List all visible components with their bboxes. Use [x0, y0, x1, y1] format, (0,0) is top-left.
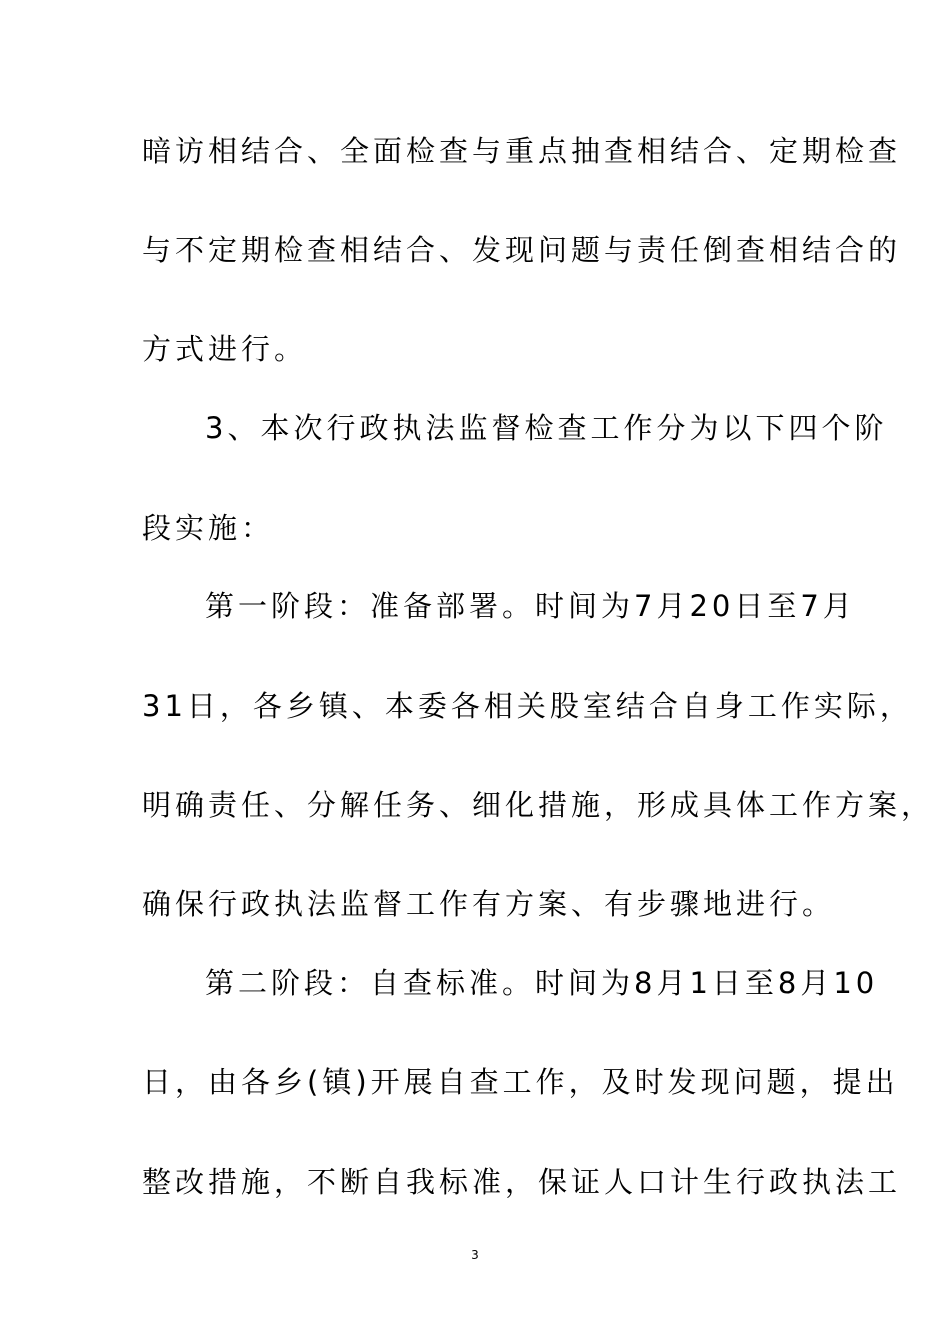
- paragraph-line: 暗访相结合、全面检查与重点抽查相结合、定期检查: [142, 134, 902, 168]
- paragraph-line: 确保行政执法监督工作有方案、有步骤地进行。: [142, 887, 836, 921]
- paragraph-line: 第二阶段：自查标准。时间为8月1日至8月10: [205, 966, 879, 1000]
- paragraph-line: 3、本次行政执法监督检查工作分为以下四个阶: [205, 411, 888, 445]
- paragraph-line: 段实施：: [142, 511, 275, 545]
- paragraph-line: 第一阶段：准备部署。时间为7月20日至7月: [205, 589, 856, 623]
- page-number: 3: [471, 1248, 479, 1262]
- paragraph-line: 整改措施，不断自我标准，保证人口计生行政执法工: [142, 1165, 902, 1199]
- paragraph-line: 方式进行。: [142, 332, 308, 366]
- paragraph-line: 明确责任、分解任务、细化措施，形成具体工作方案，: [142, 788, 935, 822]
- paragraph-line: 日，由各乡(镇)开展自查工作，及时发现问题，提出: [142, 1065, 899, 1099]
- paragraph-line: 与不定期检查相结合、发现问题与责任倒查相结合的: [142, 233, 902, 267]
- paragraph-line: 31日，各乡镇、本委各相关股室结合自身工作实际，: [142, 689, 913, 723]
